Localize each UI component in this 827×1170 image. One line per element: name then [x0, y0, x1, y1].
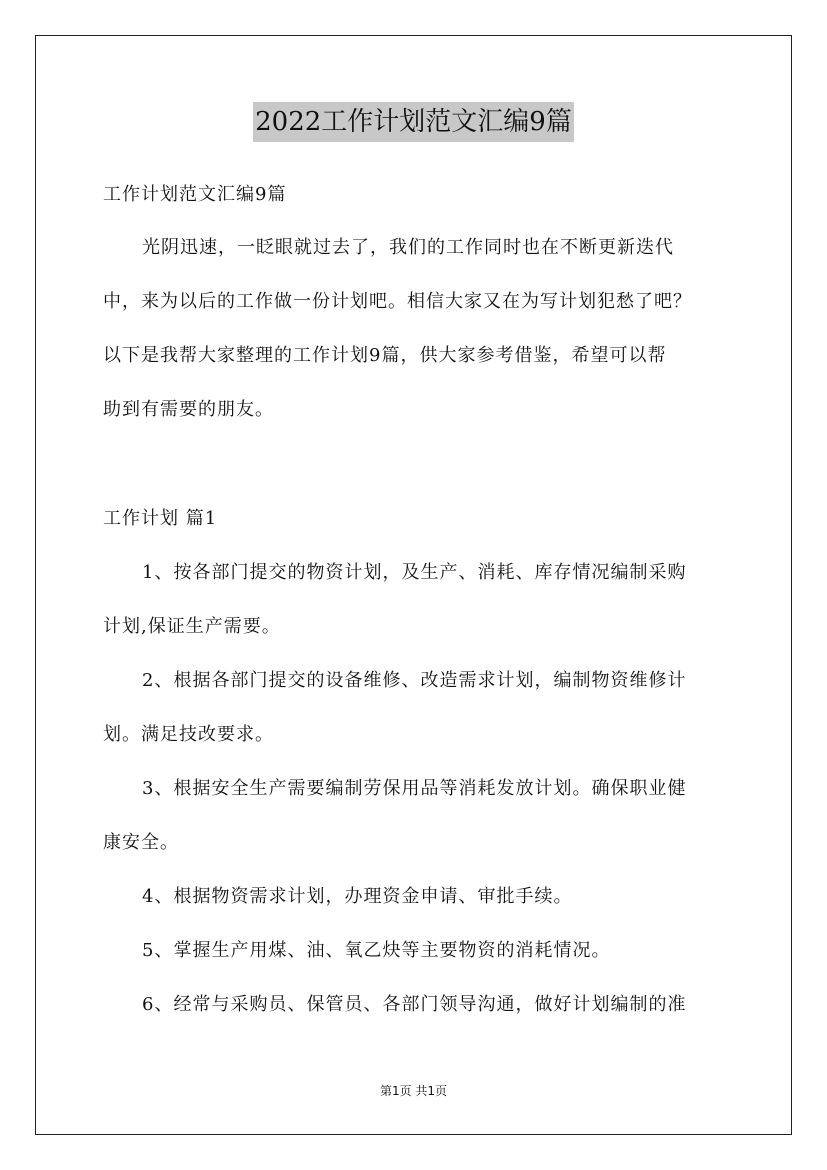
body-line: 康安全。 — [103, 832, 179, 853]
document-subtitle: 工作计划范文汇编9篇 — [103, 184, 287, 205]
section-heading: 工作计划 篇1 — [103, 508, 218, 529]
body-line: 计划,保证生产需要。 — [103, 616, 281, 637]
body-line: 划。满足技改要求。 — [103, 724, 274, 745]
body-line: 5、掌握生产用煤、油、氧乙炔等主要物资的消耗情况。 — [142, 940, 611, 961]
intro-line: 中，来为以后的工作做一份计划吧。相信大家又在为写计划犯愁了吧？ — [103, 291, 692, 312]
page-number-footer: 第1页 共1页 — [379, 1084, 448, 1098]
body-line: 2、根据各部门提交的设备维修、改造需求计划，编制物资维修计 — [142, 670, 687, 691]
document-title: 2022工作计划范文汇编9篇 — [253, 102, 574, 142]
body-line: 6、经常与采购员、保管员、各部门领导沟通，做好计划编制的准 — [142, 994, 687, 1015]
intro-line: 助到有需要的朋友。 — [103, 399, 274, 420]
body-line: 1、按各部门提交的物资计划，及生产、消耗、库存情况编制采购 — [142, 562, 687, 583]
body-line: 4、根据物资需求计划，办理资金申请、审批手续。 — [142, 886, 573, 907]
intro-line: 光阴迅速，一眨眼就过去了，我们的工作同时也在不断更新迭代 — [142, 237, 674, 258]
body-line: 3、根据安全生产需要编制劳保用品等消耗发放计划。确保职业健 — [142, 778, 687, 799]
intro-line: 以下是我帮大家整理的工作计划9篇，供大家参考借鉴，希望可以帮 — [103, 345, 667, 366]
